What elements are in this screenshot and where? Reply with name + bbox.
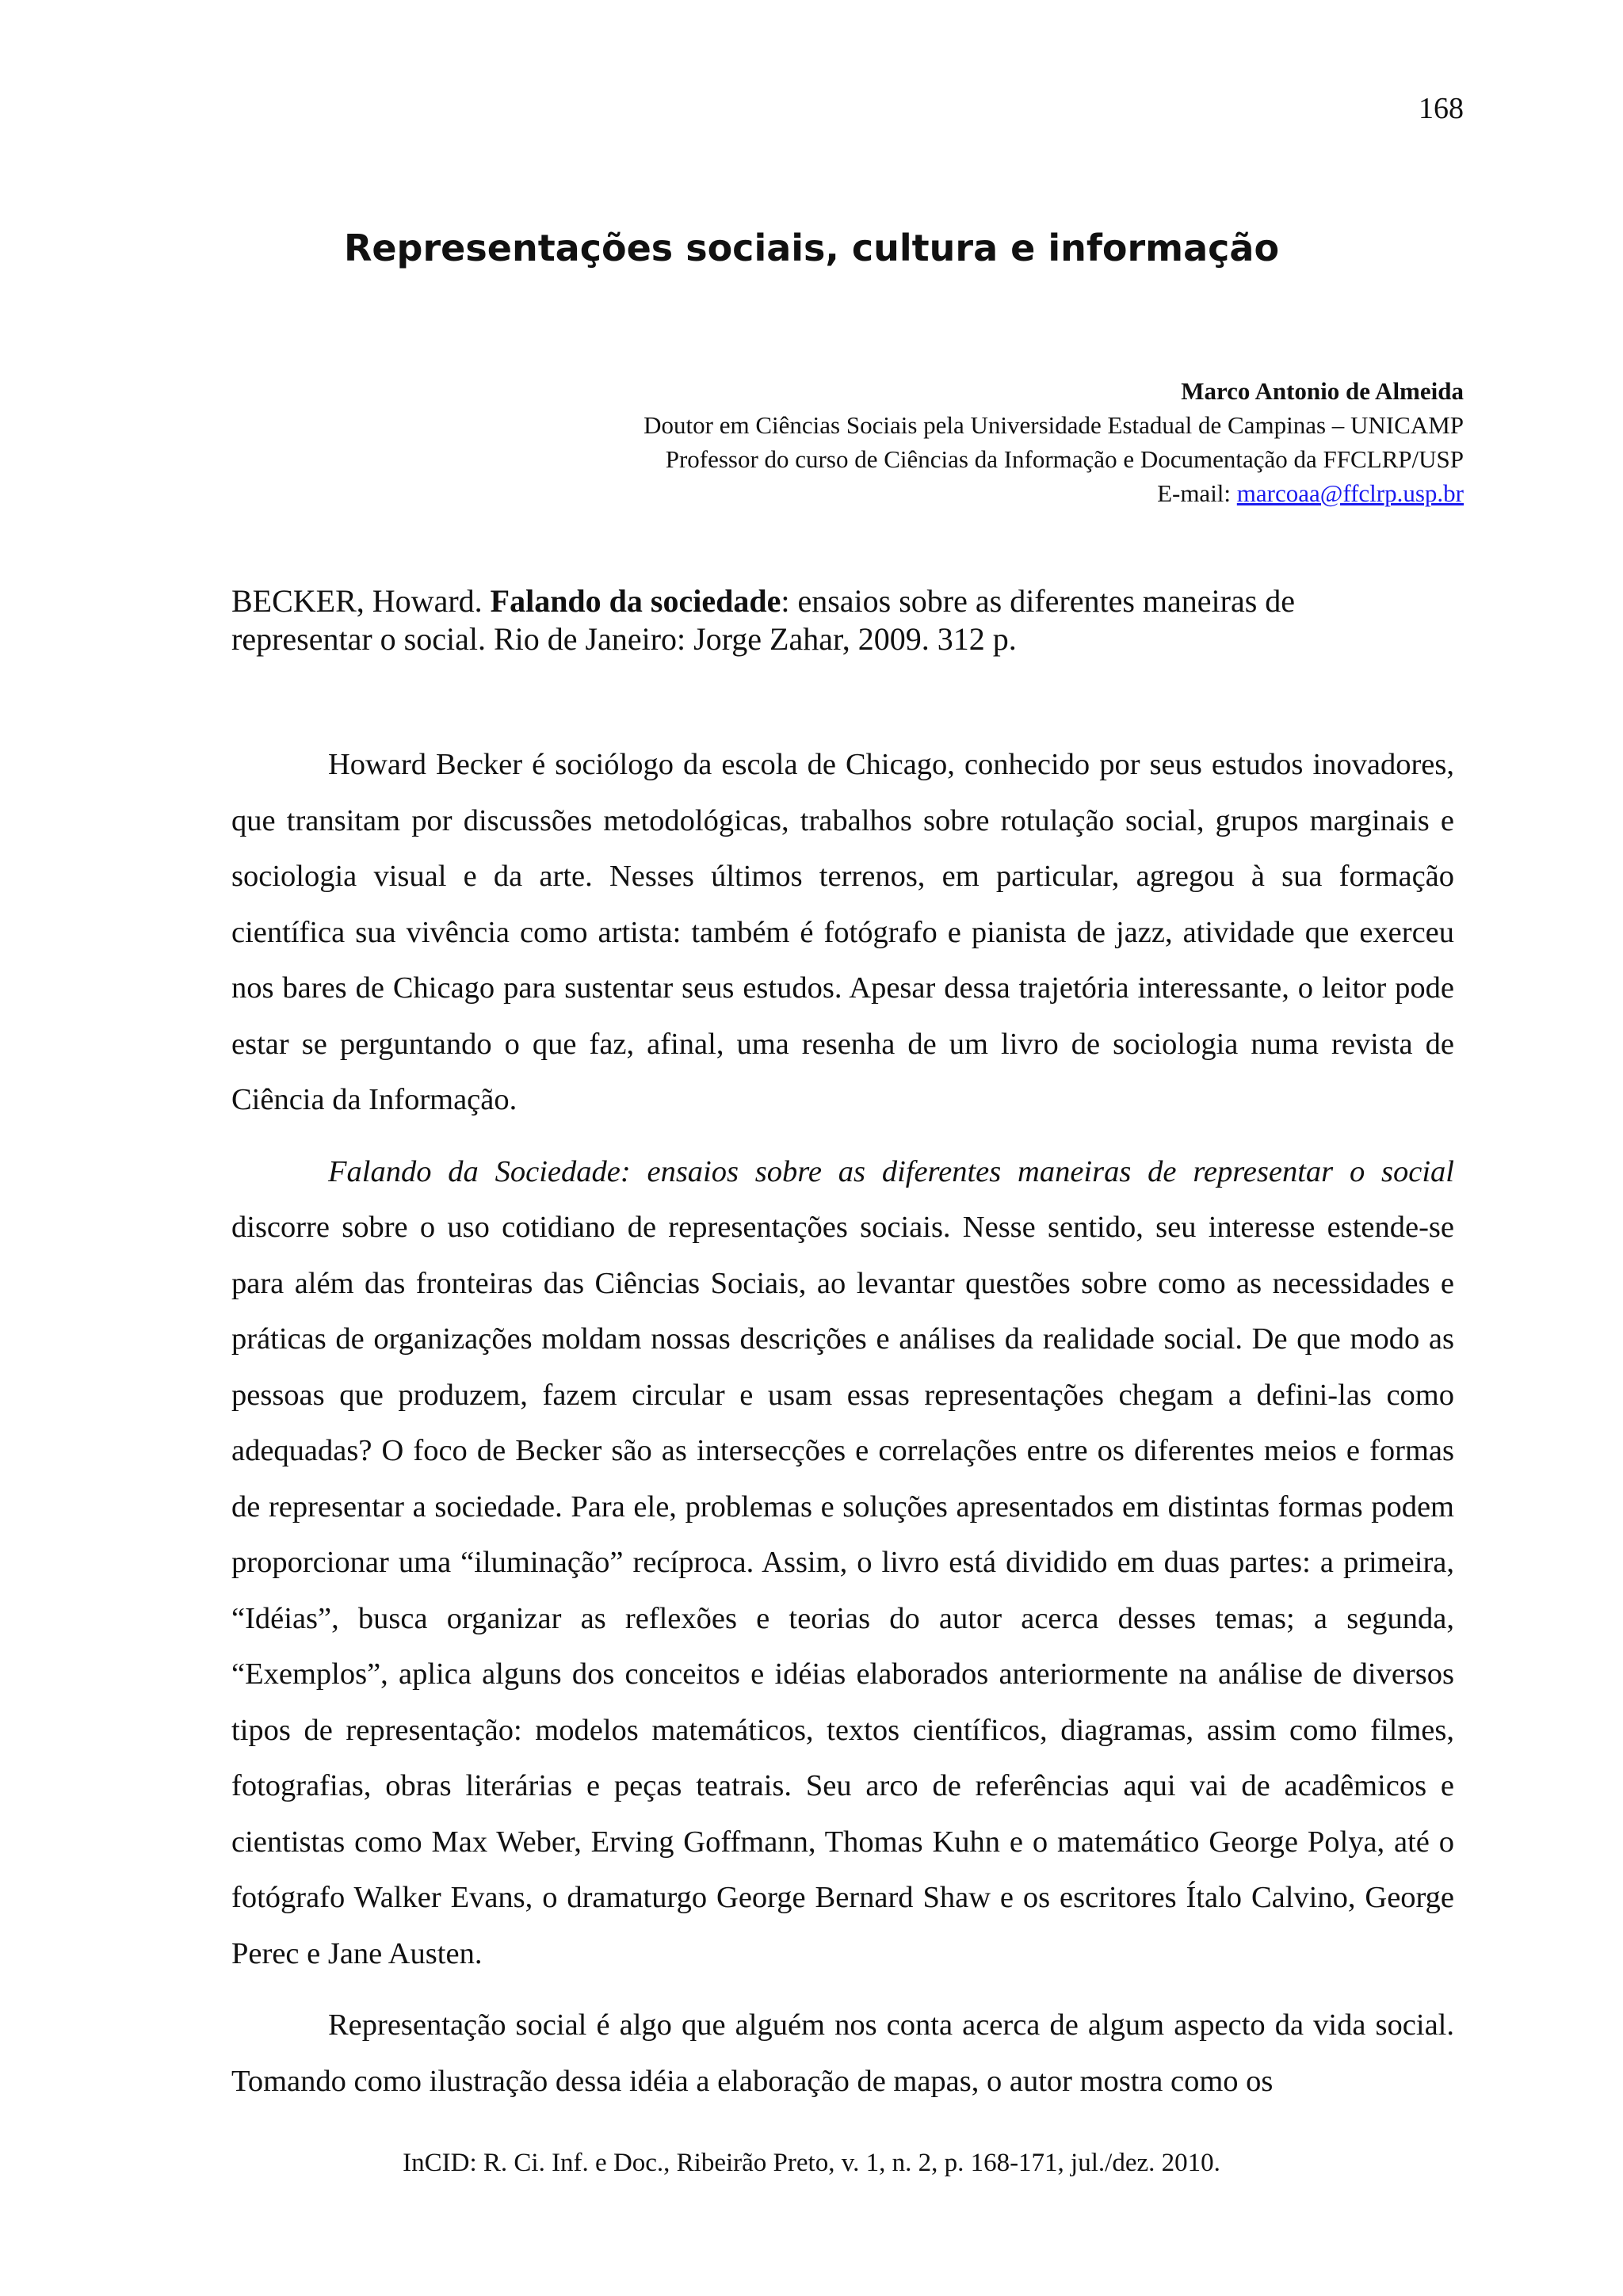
page-number: 168 xyxy=(1419,92,1464,125)
email-link[interactable]: marcoaa@ffclrp.usp.br xyxy=(1236,479,1464,507)
review-body xyxy=(231,737,1454,2125)
journal-footer: InCID: R. Ci. Inf. e Doc., Ribeirão Preto, v. 1, n. 2, p. 168-171, jul./dez. 2010. xyxy=(403,2149,1220,2177)
citation-book-title: Falando da sociedade xyxy=(490,583,781,619)
author-name: Marco Antonio de Almeida xyxy=(1181,377,1464,405)
email-label: E-mail: xyxy=(1157,479,1237,507)
paragraph-3: Representação social é algo que alguém nos conta acerca de algum aspecto da vida social. Tomando como ilustração dessa idéia a elaboração de mapas, o autor mostra como os xyxy=(231,2008,1454,2098)
author-email-line xyxy=(643,476,1464,510)
paragraph-1: Howard Becker é sociólogo da escola de Chicago, conhecido por seus estudos inovadores, que transitam por discussões metodológicas, trabalhos sobre rotulação social, grupos marginais e sociologia visual e da arte. Nesses últimos terrenos, em particular, agregou à sua formação científica sua vivência como artista: também é fotógrafo e pianista de jazz, atividade que exerceu nos bares de Chicago para sustentar seus estudos. Apesar dessa trajetória interessante, o leitor pode estar se perguntando o que faz, afinal, uma resenha de um livro de sociologia numa revista de Ciência da Informação. xyxy=(231,748,1454,1116)
author-block xyxy=(643,374,1464,510)
paragraph-2-text: discorre sobre o uso cotidiano de representações sociais. Nesse sentido, seu interesse estende-se para além das fronteiras das Ciências Sociais, ao levantar questões sobre como as necessidades e práticas de organizações moldam nossas descrições e análises da realidade social. De que modo as pessoas que produzem, fazem circular e usam essas representações chegam a defini-las como adequadas? O foco de Becker são as intersecções e correlações entre os diferentes meios e formas de representar a sociedade. Para ele, problemas e soluções apresentados em distintas formas podem proporcionar uma “iluminação” recíproca. Assim, o livro está dividido em duas partes: a primeira, “Idéias”, busca organizar as reflexões e teorias do autor acerca desses temas; a segunda, “Exemplos”, aplica alguns dos conceitos e idéias elaborados anteriormente na análise de diversos tipos de representação: modelos matemáticos, textos científicos, diagramas, assim como filmes, fotografias, obras literárias e peças teatrais. Seu arco de referências aqui vai de acadêmicos e cientistas como Max Weber, Erving Goffmann, Thomas Kuhn e o matemático George Polya, até o fotógrafo Walker Evans, o dramaturgo George Bernard Shaw e os escritores Ítalo Calvino, George Perec e Jane Austen. xyxy=(231,1211,1454,1970)
author-affiliation-1: Doutor em Ciências Sociais pela Universidade Estadual de Campinas – UNICAMP xyxy=(643,411,1464,439)
article-title: Representações sociais, cultura e informação xyxy=(343,227,1280,269)
author-affiliation-2: Professor do curso de Ciências da Informação e Documentação da FFCLRP/USP xyxy=(665,445,1464,473)
citation-details: : ensaios sobre as diferentes maneiras de representar o social. Rio de Janeiro: Jorge Zahar, 2009. 312 p. xyxy=(231,583,1296,657)
paragraph-2 xyxy=(231,1144,1454,1982)
book-citation xyxy=(231,582,1420,658)
paragraph-2-book-title: Falando da Sociedade: ensaios sobre as diferentes maneiras de representar o social xyxy=(328,1154,1454,1188)
citation-author: BECKER, Howard. xyxy=(231,583,491,619)
